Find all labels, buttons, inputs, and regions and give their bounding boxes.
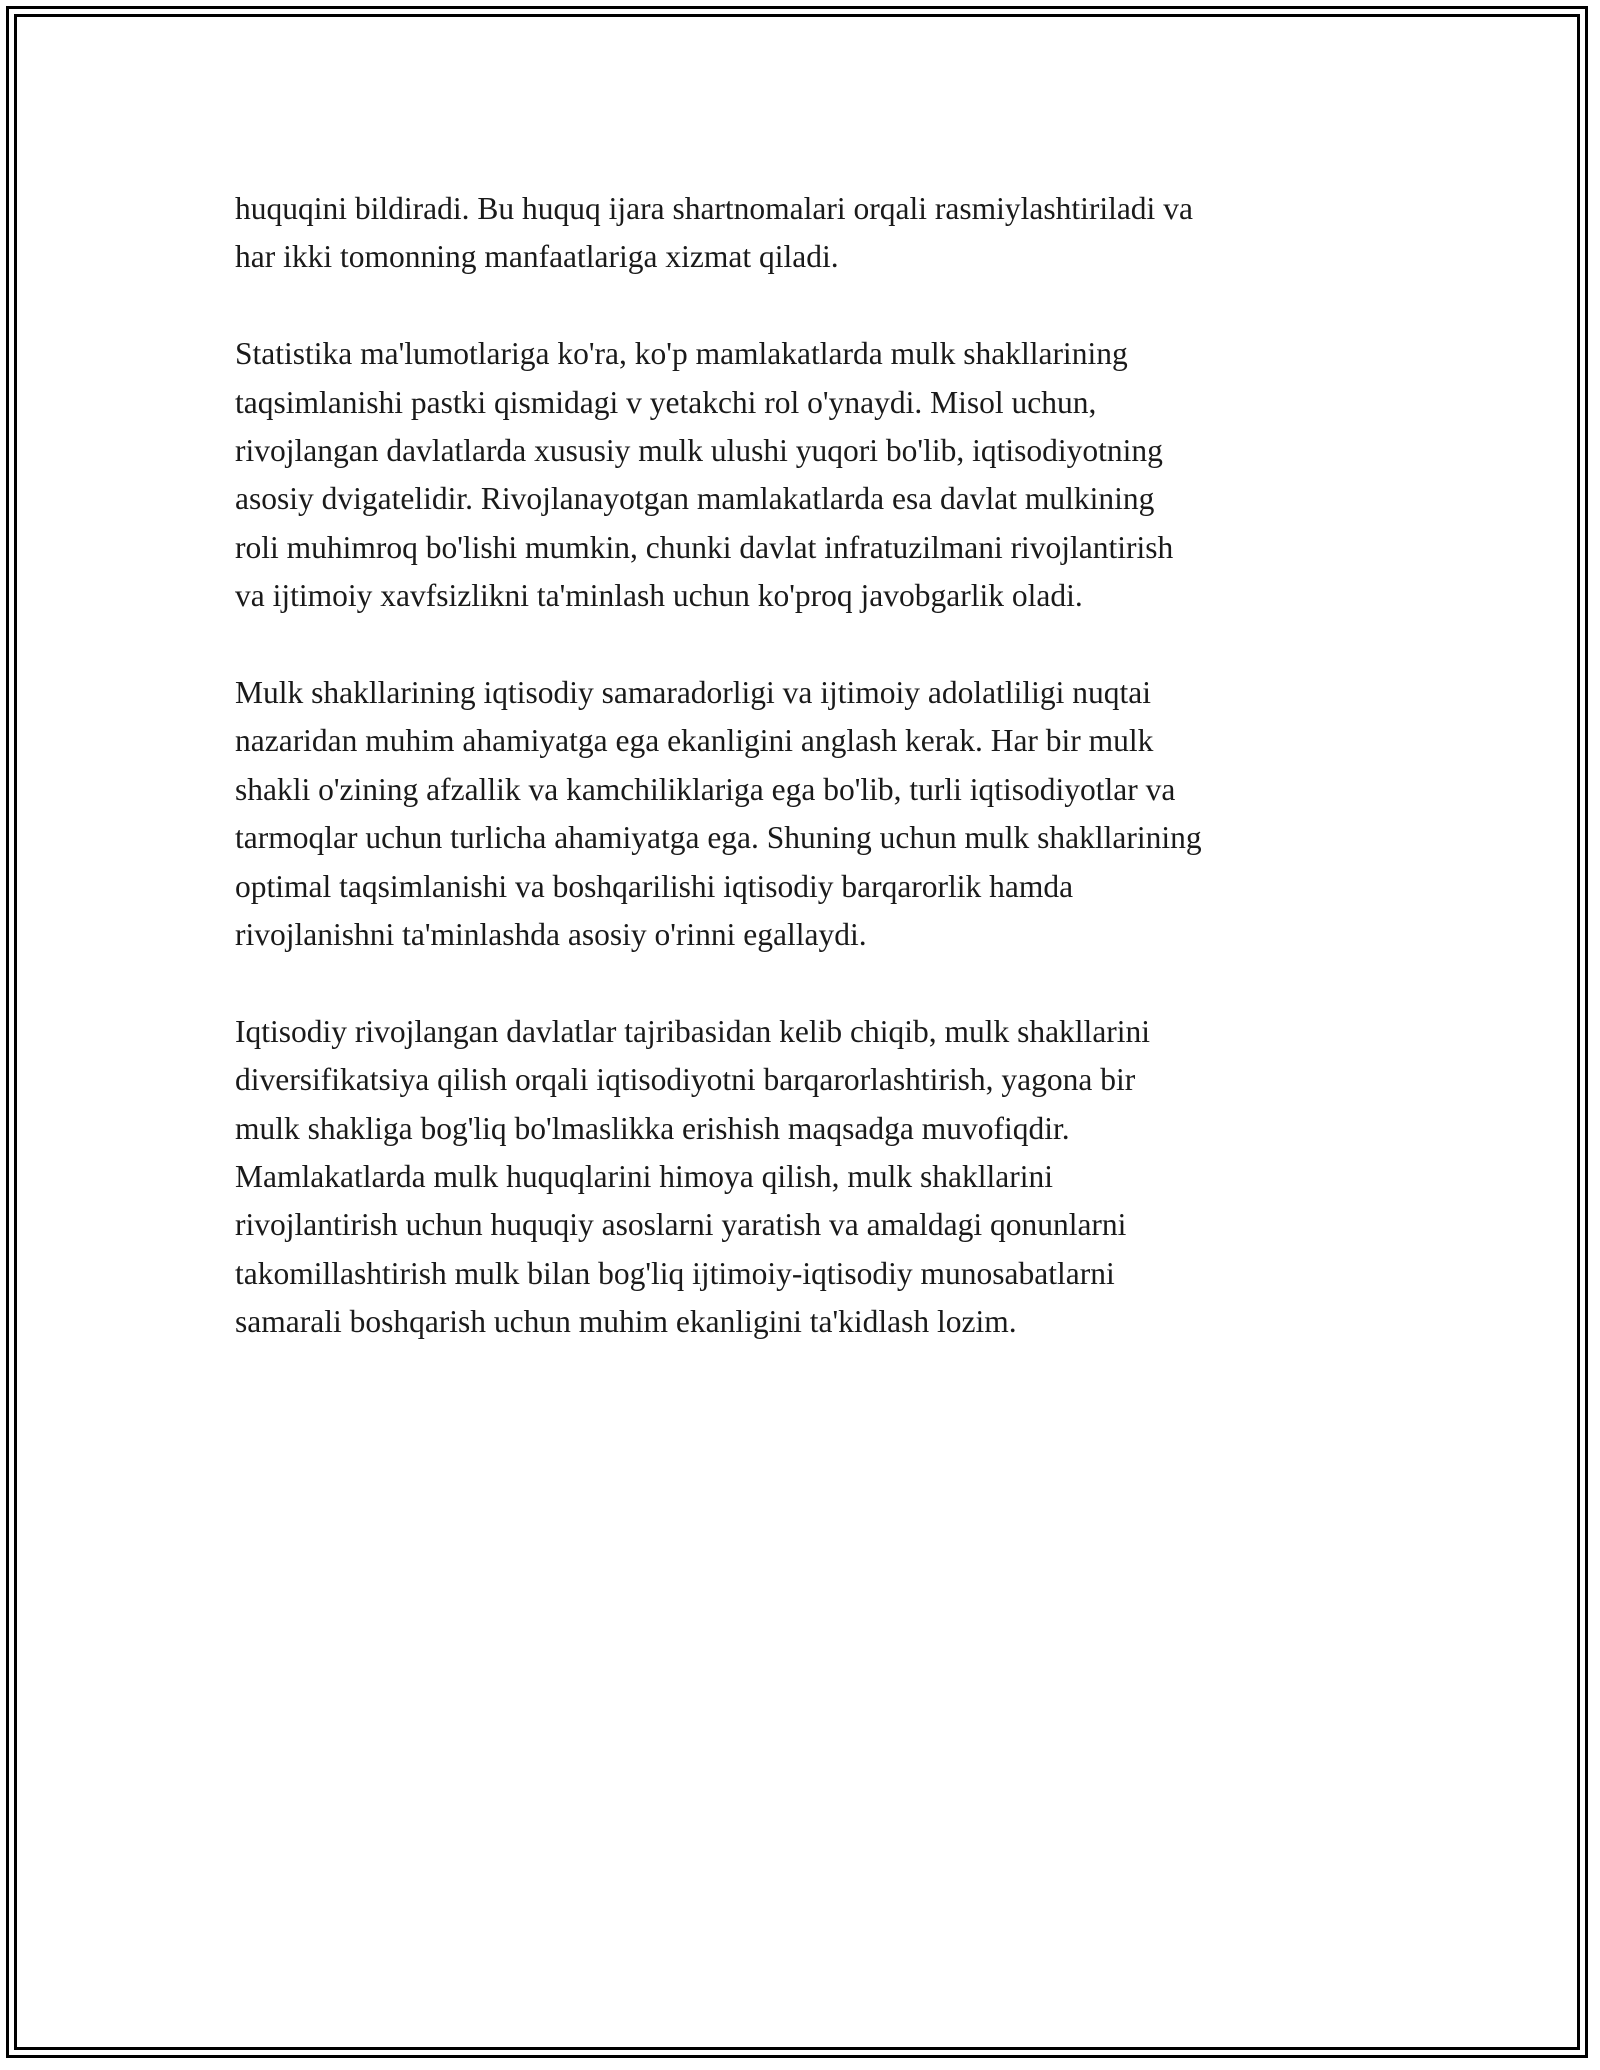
text-line: tarmoqlar uchun turlicha ahamiyatga ega. Shuning uchun mulk shakllarining [235,820,1202,856]
text-line: taqsimlanishi pastki qismidagi v yetakchi rol o'ynaydi. Misol uchun, [235,384,1097,420]
text-line: rivojlantirish uchun huquqiy asoslarni yaratish va amaldagi qonunlarni [235,1207,1127,1243]
text-line: asosiy dvigatelidir. Rivojlanayotgan mamlakatlarda esa davlat mulkining [235,481,1155,517]
paragraph-4 [235,1008,1375,1347]
text-line: diversifikatsiya qilish orqali iqtisodiyotni barqarorlashtirish, yagona bir [235,1062,1136,1098]
text-line: optimal taqsimlanishi va boshqarilishi iqtisodiy barqarorlik hamda [235,868,1074,904]
text-line: rivojlangan davlatlarda xususiy mulk ulushi yuqori bo'lib, iqtisodiyotning [235,433,1163,469]
text-line: roli muhimroq bo'lishi mumkin, chunki davlat infratuzilmani rivojlantirish [235,529,1174,565]
text-line: Statistika ma'lumotlariga ko'ra, ko'p mamlakatlarda mulk shakllarining [235,336,1128,372]
text-line: takomillashtirish mulk bilan bog'liq ijtimoiy-iqtisodiy munosabatlarni [235,1255,1115,1291]
paragraph-3 [235,669,1375,959]
text-line: Mulk shakllarining iqtisodiy samaradorligi va ijtimoiy adolatliligi nuqtai [235,675,1152,711]
text-line: mulk shakliga bog'liq bo'lmaslikka erishish maqsadga muvofiqdir. [235,1110,1070,1146]
text-line: nazaridan muhim ahamiyatga ega ekanligini anglash kerak. Har bir mulk [235,723,1154,759]
text-line: Iqtisodiy rivojlangan davlatlar tajribasidan kelib chiqib, mulk shakllarini [235,1013,1151,1049]
text-line: samarali boshqarish uchun muhim ekanligini ta'kidlash lozim. [235,1304,1017,1340]
text-line: va ijtimoiy xavfsizlikni ta'minlash uchun ko'proq javobgarlik oladi. [235,578,1083,614]
text-line: Mamlakatlarda mulk huquqlarini himoya qilish, mulk shakllarini [235,1159,1053,1195]
text-line: huquqini bildiradi. Bu huquq ijara shartnomalari orqali rasmiylashtiriladi va [235,191,1193,226]
text-line: har ikki tomonning manfaatlariga xizmat qiladi. [235,239,839,275]
paragraph-2 [235,330,1375,620]
document-body [235,185,1375,1395]
text-line: shakli o'zining afzallik va kamchiliklariga ega bo'lib, turli iqtisodiyotlar va [235,771,1176,807]
paragraph-1 [235,185,1375,282]
text-line: rivojlanishni ta'minlashda asosiy o'rinni egallaydi. [235,917,867,953]
